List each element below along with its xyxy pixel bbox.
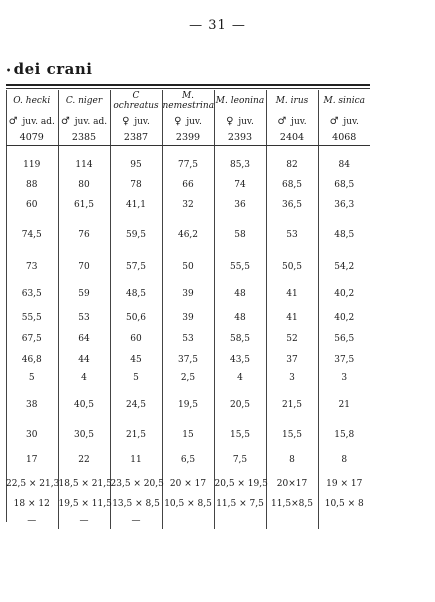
table-cell: 15,8 [334,430,355,440]
male-symbol-icon: ♂ [329,115,339,127]
female-symbol-icon: ♀ [226,115,234,127]
species-name: M. sinica [323,96,365,106]
species-name: C ochreatus [110,90,162,112]
table-cell: 36,3 [334,200,355,210]
table-cell: 68,5 [334,180,355,190]
table-cell: 19,5 [162,387,214,423]
table-cell: 66 [162,176,214,194]
catalog-number: 4079 [6,130,58,146]
table-row [6,279,370,309]
measurements-table [6,90,370,529]
table-cell: 32 [162,194,214,216]
spacer-cell [162,146,214,155]
table-cell [214,513,266,529]
table-cell: 8 [341,455,348,465]
table-cell: 70 [58,254,110,279]
section-title: • dei crani [6,60,93,78]
table-cell: 22 [58,447,110,473]
table-cell: 13,5 × 8,5 [110,495,162,513]
table-cell: 114 [58,154,110,176]
table-row [6,447,370,473]
sex-age-header-row [6,112,370,130]
table-cell: 7,5 [214,447,266,473]
table-cell: 19,5 × 11,5 [58,495,110,513]
table-cell: 46,2 [162,216,214,254]
table-cell: 17 [6,447,58,473]
table-cell: 41 [266,279,318,309]
male-symbol-icon: ♂ [8,115,18,127]
table-cell: 23,5 × 20,5 [110,473,162,495]
age-label: juv. [288,116,307,127]
table-cell: 63,5 [6,279,58,309]
table-cell: 53 [266,216,318,254]
catalog-header-row [6,130,370,146]
catalog-number: 2387 [110,130,162,146]
table-cell: 85,3 [214,154,266,176]
table-cell: 20×17 [266,473,318,495]
table-row [6,387,370,423]
sex-age-label [266,112,318,130]
sex-age-label [214,112,266,130]
table-cell: 60 [110,327,162,351]
table-cell: 45 [110,351,162,369]
table-cell [266,513,318,529]
table-cell: 2,5 [162,369,214,387]
table-cell [162,513,214,529]
table-cell: 55,5 [214,254,266,279]
section-title-text: dei crani [13,60,93,78]
table-cell: 82 [266,154,318,176]
age-label: juv. [131,116,150,127]
table-cell: 58,5 [214,327,266,351]
table-cell: 15,5 [214,423,266,447]
table-cell: 48,5 [334,230,355,240]
catalog-number: 4068 [318,130,370,146]
table-cell: 15,5 [266,423,318,447]
table-cell: 88 [6,176,58,194]
male-symbol-icon: ♂ [60,115,70,127]
table-cell: 19 × 17 [326,479,363,489]
table-row [6,254,370,279]
table-cell: 11 [110,447,162,473]
table-cell: 50 [162,254,214,279]
table-cell: 59,5 [110,216,162,254]
table-cell: 74,5 [6,216,58,254]
sex-age-label [162,112,214,130]
table-row [6,513,370,529]
table-cell: 54,2 [334,261,355,272]
table-cell: 50,6 [110,309,162,327]
table-row [6,351,370,369]
table-cell: 48,5 [110,279,162,309]
species-name: O. hecki [6,90,58,112]
table-row [6,369,370,387]
table-cell: 6,5 [162,447,214,473]
table-cell: 20,5 × 19,5 [214,473,266,495]
table-row [6,154,370,176]
catalog-number: 2393 [214,130,266,146]
table-cell: 48 [214,279,266,309]
table-cell: 11,5 × 7,5 [214,495,266,513]
table-cell: 84 [338,160,350,170]
table-row [6,194,370,216]
table-cell: 119 [6,154,58,176]
table-cell: 41 [266,309,318,327]
table-cell: 56,5 [334,334,355,344]
table-cell: 3 [266,369,318,387]
table-cell: 43,5 [214,351,266,369]
table-cell: 53 [162,327,214,351]
table-cell: 10,5 × 8,5 [162,495,214,513]
table-cell: 76 [58,216,110,254]
table-cell: 37,5 [334,355,355,365]
measurements-body [6,146,370,530]
table-row [6,495,370,513]
table-cell: 73 [6,254,58,279]
table-cell: 57,5 [110,254,162,279]
spacer-cell [110,146,162,155]
spacer-cell [58,146,110,155]
table-cell: 15 [162,423,214,447]
table-cell: 21 [338,400,350,410]
species-name: M. nemestrina [162,91,215,111]
table-cell: 5 [6,369,58,387]
table-cell: 55,5 [6,309,58,327]
header-rule-thin [6,88,370,89]
table-cell: 67,5 [6,327,58,351]
table-cell [318,513,370,529]
table-cell: 59 [58,279,110,309]
sex-age-label [6,112,58,130]
table-cell: 30 [6,423,58,447]
table-cell: 5 [110,369,162,387]
table-cell: 36 [214,194,266,216]
catalog-number: 2399 [162,130,214,146]
spacer-row [6,146,370,155]
table-cell: 44 [58,351,110,369]
spacer-cell [6,146,58,155]
female-symbol-icon: ♀ [122,115,130,127]
table-cell: 95 [110,154,162,176]
table-cell: 4 [58,369,110,387]
table-cell: 58 [214,216,266,254]
table-cell: 78 [110,176,162,194]
table-row [6,473,370,495]
species-name: M. irus [266,90,318,112]
header-rule-thick [6,84,370,86]
species-name: C. niger [58,90,110,112]
table-cell: 22,5 × 21,3 [6,473,58,495]
table-cell: 40,2 [334,289,355,299]
table-cell: 8 [266,447,318,473]
table-cell: 3 [341,373,348,383]
spacer-cell [214,146,266,155]
age-label: juv. [340,116,359,127]
table-cell: 30,5 [58,423,110,447]
table-row [6,327,370,351]
age-label: juv. [235,116,254,127]
table-cell: — [110,513,162,529]
table-cell: 37,5 [162,351,214,369]
table-cell: 50,5 [266,254,318,279]
table-cell: 61,5 [58,194,110,216]
sex-age-label [318,112,370,130]
table-row [6,176,370,194]
female-symbol-icon: ♀ [174,115,182,127]
catalog-number: 2404 [266,130,318,146]
table-row [6,216,370,254]
table-cell: 38 [6,387,58,423]
species-header-row [6,90,370,112]
table-cell: 20,5 [214,387,266,423]
table-cell: 40,5 [58,387,110,423]
species-name: M. leonina [214,90,266,112]
table-cell: 40,2 [334,313,355,323]
age-label: juv. ad. [19,116,55,127]
table-cell: 77,5 [162,154,214,176]
table-cell: 39 [162,309,214,327]
catalog-number: 2385 [58,130,110,146]
age-label: juv. ad. [71,116,108,127]
table-cell: 18,5 × 21,5 [58,473,110,495]
spacer-cell [318,146,370,155]
table-cell: 52 [266,327,318,351]
table-cell: 21,5 [110,423,162,447]
table-cell: 74 [214,176,266,194]
table-cell: 21,5 [266,387,318,423]
table-cell: 11,5×8,5 [266,495,318,513]
table-row [6,423,370,447]
table-cell: 41,1 [110,194,162,216]
male-symbol-icon: ♂ [277,115,287,127]
table-cell: 18 × 12 [6,495,58,513]
table-cell: 24,5 [110,387,162,423]
table-cell: 39 [162,279,214,309]
table-cell: 36,5 [266,194,318,216]
table-cell: 64 [58,327,110,351]
table-cell: 10,5 × 8 [324,499,364,509]
table-cell: — [6,513,58,529]
table-cell: 60 [6,194,58,216]
age-label: juv. [183,116,202,127]
sex-age-label [58,112,110,130]
table-cell: 20 × 17 [162,473,214,495]
table-cell: 80 [58,176,110,194]
table-cell: 46,8 [6,351,58,369]
table-cell: 4 [214,369,266,387]
spacer-cell [266,146,318,155]
table-cell: 68,5 [266,176,318,194]
table-row [6,309,370,327]
page-number: — 31 — [189,18,246,33]
sex-age-label [110,112,162,130]
table-cell: 37 [266,351,318,369]
table-cell: 53 [58,309,110,327]
table-cell: 48 [214,309,266,327]
table-cell: — [58,513,110,529]
